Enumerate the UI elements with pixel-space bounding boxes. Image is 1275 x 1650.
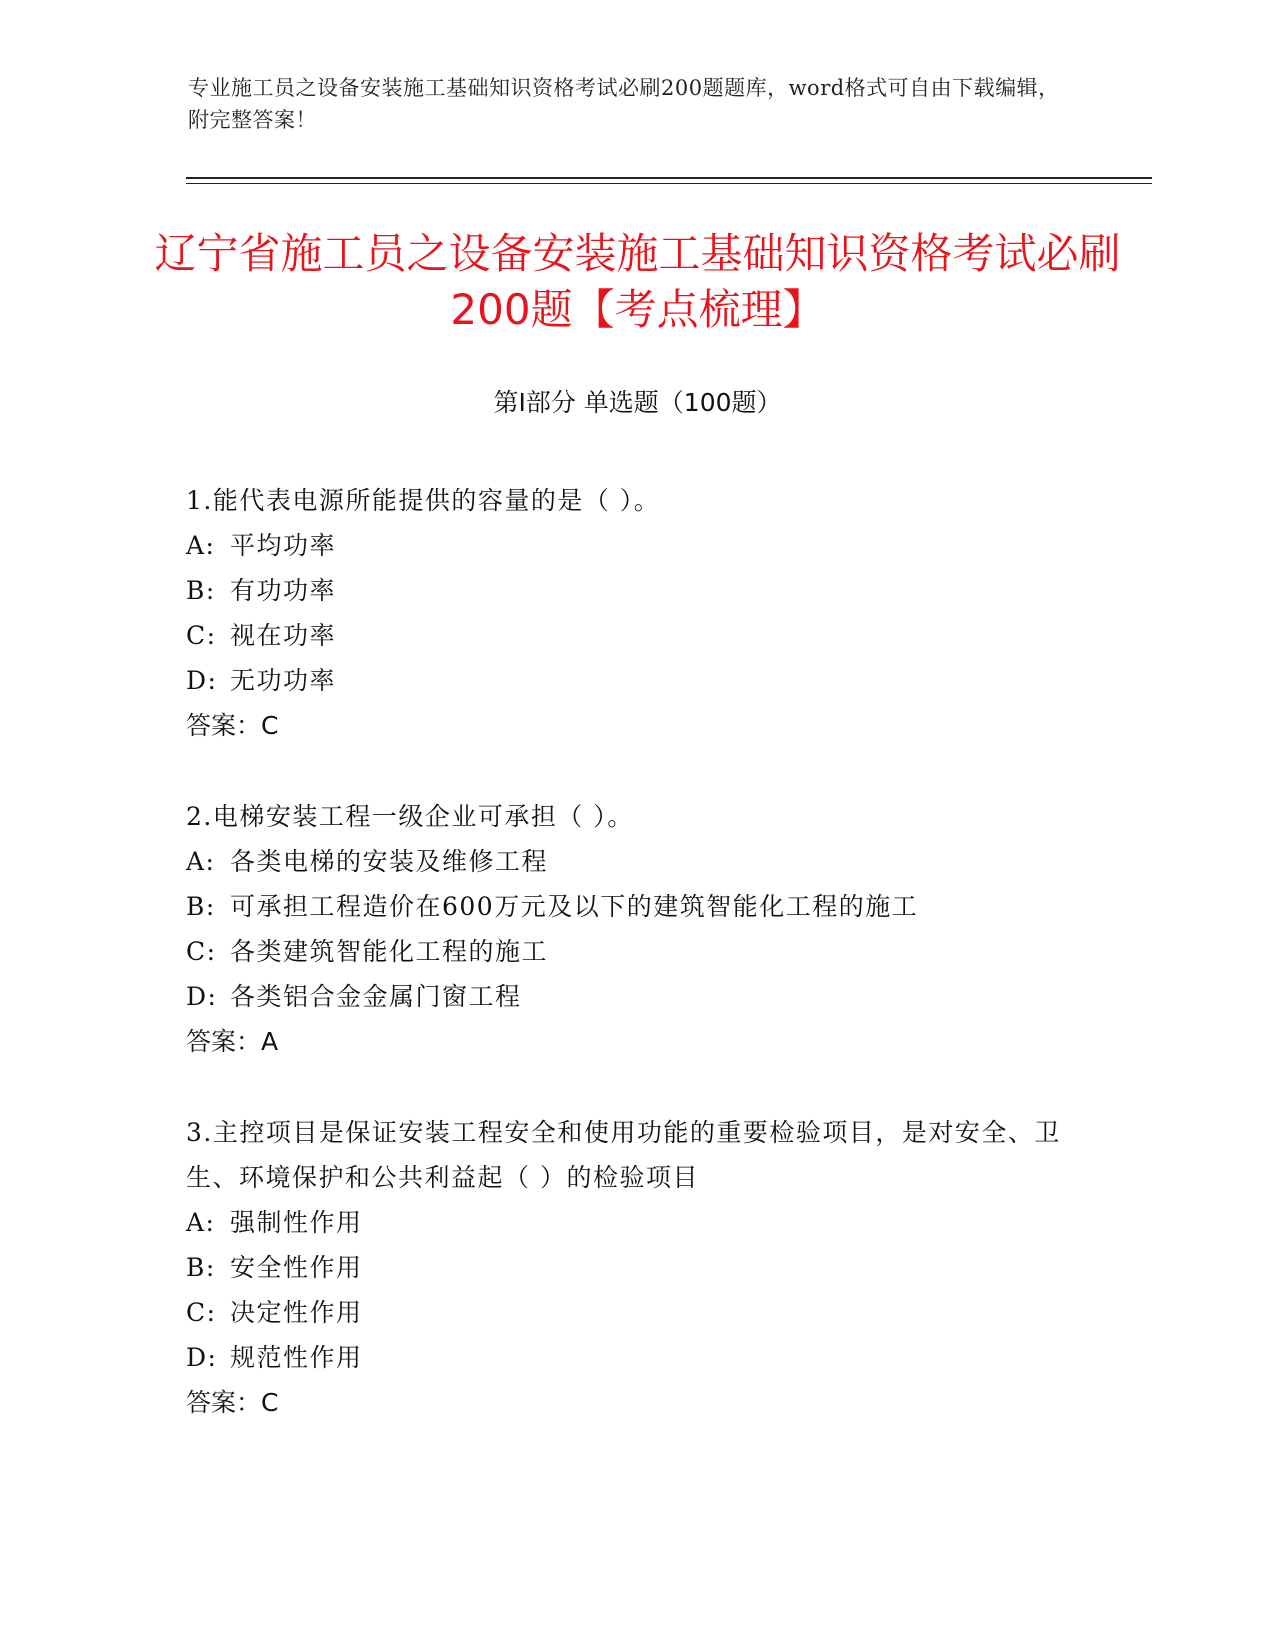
option-letter: C: xyxy=(186,937,217,966)
option-a xyxy=(186,1200,1086,1245)
option-b xyxy=(186,568,1086,613)
answer-line: 答案：A xyxy=(186,1027,279,1056)
option-b xyxy=(186,884,1086,929)
option-letter: B: xyxy=(186,576,216,605)
option-c xyxy=(186,1290,1086,1335)
option-text: 强制性作用 xyxy=(230,1208,363,1237)
option-letter: A: xyxy=(186,847,216,876)
option-text: 无功功率 xyxy=(230,666,337,695)
question-list xyxy=(186,478,1086,1471)
option-text: 各类铝合金金属门窗工程 xyxy=(230,982,522,1011)
question-stem: 1.能代表电源所能提供的容量的是（ ）。 xyxy=(186,486,661,515)
option-letter: A: xyxy=(186,531,216,560)
option-letter: B: xyxy=(186,892,216,921)
option-letter: A: xyxy=(186,1208,216,1237)
header-divider-thick xyxy=(186,177,1152,179)
option-letter: C: xyxy=(186,1298,217,1327)
option-d xyxy=(186,1335,1086,1380)
option-d xyxy=(186,974,1086,1019)
header-note: 专业施工员之设备安装施工基础知识资格考试必刷200题题库，word格式可自由下载编辑，附完整答案！ xyxy=(188,76,1060,132)
question-stem: 3.主控项目是保证安装工程安全和使用功能的重要检验项目，是对安全、卫生、环境保护和公共利益起（ ）的检验项目 xyxy=(186,1118,1061,1192)
option-text: 视在功率 xyxy=(230,621,337,650)
option-letter: D: xyxy=(186,1343,218,1372)
answer-line: 答案：C xyxy=(186,1388,279,1417)
question-2 xyxy=(186,794,1086,1064)
question-1 xyxy=(186,478,1086,748)
option-a xyxy=(186,839,1086,884)
option-text: 有功功率 xyxy=(230,576,337,605)
document-title: 辽宁省施工员之设备安装施工基础知识资格考试必刷200题【考点梳理】 xyxy=(154,229,1121,334)
option-text: 可承担工程造价在600万元及以下的建筑智能化工程的施工 xyxy=(230,892,919,921)
option-b xyxy=(186,1245,1086,1290)
option-text: 平均功率 xyxy=(230,531,337,560)
option-a xyxy=(186,523,1086,568)
question-3 xyxy=(186,1110,1086,1425)
option-d xyxy=(186,658,1086,703)
option-text: 决定性作用 xyxy=(230,1298,363,1327)
option-c xyxy=(186,929,1086,974)
option-letter: D: xyxy=(186,982,218,1011)
option-text: 各类电梯的安装及维修工程 xyxy=(230,847,549,876)
answer-line: 答案：C xyxy=(186,711,279,740)
option-letter: B: xyxy=(186,1253,216,1282)
question-stem: 2.电梯安装工程一级企业可承担（ ）。 xyxy=(186,802,634,831)
option-text: 规范性作用 xyxy=(230,1343,363,1372)
section-title: 第Ⅰ部分 单选题（100题） xyxy=(493,388,782,417)
option-text: 各类建筑智能化工程的施工 xyxy=(230,937,549,966)
option-letter: C: xyxy=(186,621,217,650)
option-letter: D: xyxy=(186,666,218,695)
option-c xyxy=(186,613,1086,658)
option-text: 安全性作用 xyxy=(230,1253,363,1282)
header-divider-thin xyxy=(186,183,1152,184)
